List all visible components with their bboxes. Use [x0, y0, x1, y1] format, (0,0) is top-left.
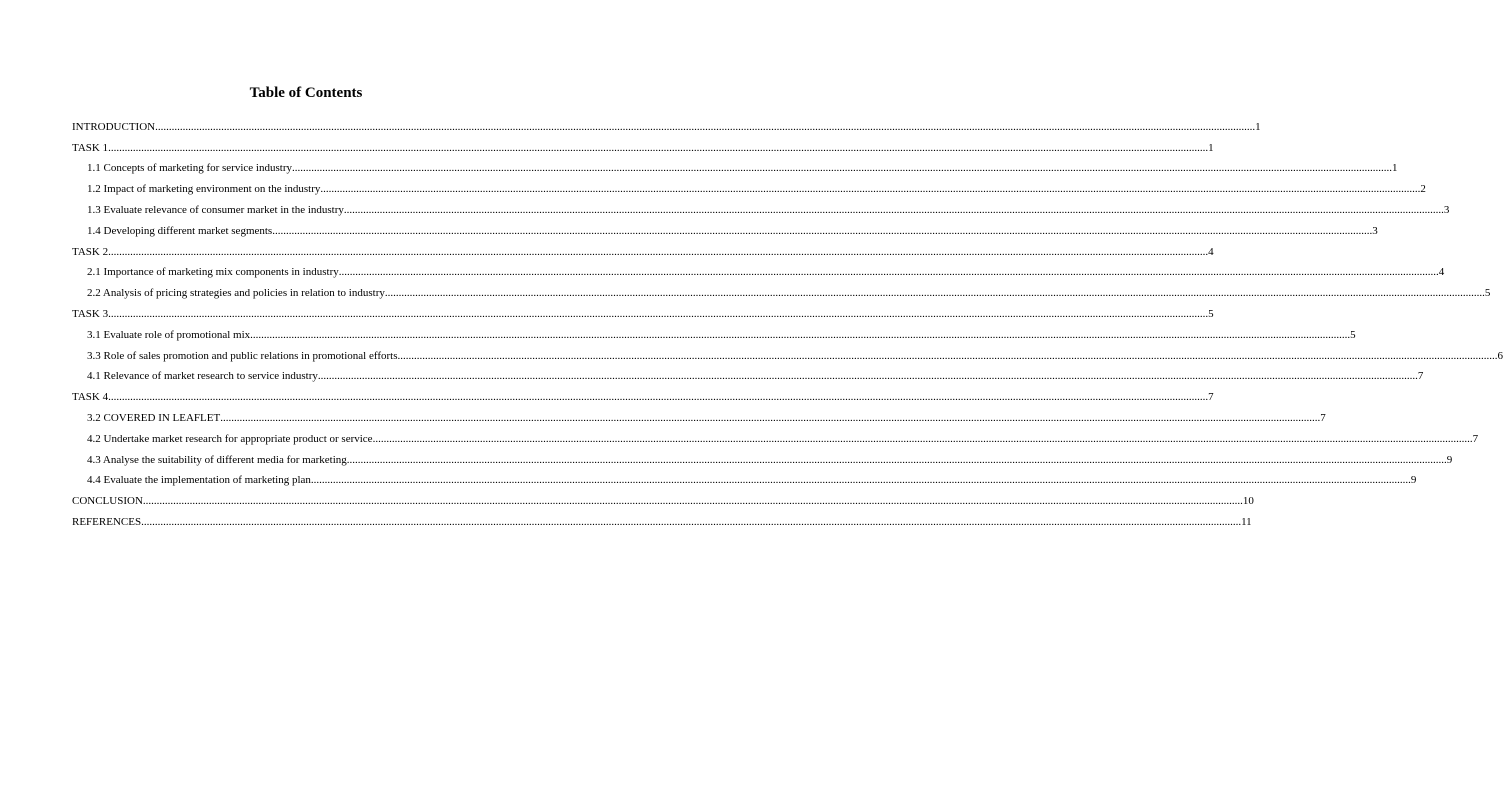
toc-entry-page-number: 4 [1438, 266, 1445, 279]
toc-dot-leader: ................................................................................................................................................................................................................................................................................................................................................................................................................ [343, 203, 1444, 216]
toc-entry-page-number: 2 [1420, 183, 1426, 196]
toc-entry-label: TASK 3 [72, 307, 109, 320]
toc-dot-leader: ................................................................................................................................................................................................................................................................................................................................................................................................................ [291, 162, 1392, 175]
toc-entry-label: CONCLUSION [72, 495, 143, 508]
toc-entry-page-number: 7 [1472, 432, 1479, 445]
toc-entry-label: 1.1 Concepts of marketing for service industry [87, 162, 292, 175]
toc-dot-leader: ................................................................................................................................................................................................................................................................................................................................................................................................................ [155, 120, 1256, 133]
toc-title: Table of Contents [249, 85, 363, 101]
toc-entry[interactable] [72, 404, 1326, 425]
toc-entry-label: 4.4 Evaluate the implementation of marketing plan [87, 474, 311, 487]
toc-entry[interactable] [72, 425, 1479, 446]
toc-entry-page-number: 7 [1320, 411, 1326, 424]
toc-entry[interactable] [72, 508, 1252, 529]
toc-entry-page-number: 3 [1372, 224, 1378, 237]
toc-dot-leader: ................................................................................................................................................................................................................................................................................................................................................................................................................ [220, 411, 1321, 424]
toc-entry-page-number: 3 [1443, 203, 1450, 216]
toc-entry-label: 3.3 Role of sales promotion and public relations in promotional efforts [87, 349, 398, 362]
toc-dot-leader: ................................................................................................................................................................................................................................................................................................................................................................................................................ [250, 328, 1351, 341]
toc-entry-label: 1.3 Evaluate relevance of consumer market in the industry [87, 203, 344, 216]
toc-dot-leader: ................................................................................................................................................................................................................................................................................................................................................................................................................ [372, 432, 1473, 445]
toc-dot-leader: ................................................................................................................................................................................................................................................................................................................................................................................................................ [108, 245, 1209, 258]
toc-entry[interactable] [72, 279, 1491, 300]
toc-dot-leader: ................................................................................................................................................................................................................................................................................................................................................................................................................ [142, 495, 1243, 508]
toc-entry-page-number: 11 [1241, 515, 1252, 528]
toc-entry[interactable] [72, 217, 1378, 238]
toc-entry-label: 3.2 COVERED IN LEAFLET [87, 411, 221, 424]
toc-dot-leader: ................................................................................................................................................................................................................................................................................................................................................................................................................ [346, 453, 1447, 466]
toc-entry-page-number: 7 [1417, 370, 1424, 383]
toc-entry[interactable] [72, 342, 1503, 363]
toc-entry-page-number: 1 [1255, 120, 1261, 133]
toc-entry-label: 1.4 Developing different market segments [87, 224, 273, 237]
toc-entry[interactable] [72, 134, 1214, 155]
toc-entry[interactable] [72, 467, 1417, 488]
toc-entry-page-number: 7 [1208, 391, 1214, 404]
toc-dot-leader: ................................................................................................................................................................................................................................................................................................................................................................................................................ [272, 224, 1373, 237]
toc-entry-page-number: 5 [1350, 328, 1356, 341]
toc-entry-page-number: 6 [1497, 349, 1503, 362]
toc-entry[interactable] [72, 238, 1214, 259]
toc-entry-page-number: 4 [1208, 245, 1214, 258]
toc-entry-label: TASK 4 [72, 391, 109, 404]
toc-entry-page-number: 9 [1410, 474, 1417, 487]
toc-entry[interactable] [72, 155, 1398, 176]
toc-entry-page-number: 9 [1446, 453, 1453, 466]
toc-entry-label: REFERENCES [72, 515, 142, 528]
toc-entry[interactable] [72, 300, 1214, 321]
toc-entry-label: 1.2 Impact of marketing environment on the industry [87, 183, 321, 196]
toc-entry-label: 2.1 Importance of marketing mix components in industry [87, 266, 339, 279]
toc-entry-label: TASK 2 [72, 245, 109, 258]
toc-entry[interactable] [72, 259, 1445, 280]
toc-dot-leader: ................................................................................................................................................................................................................................................................................................................................................................................................................ [317, 370, 1418, 383]
toc-list [72, 113, 1503, 529]
toc-dot-leader: ................................................................................................................................................................................................................................................................................................................................................................................................................ [108, 391, 1209, 404]
toc-entry-page-number: 1 [1391, 162, 1398, 175]
toc-entry-page-number: 1 [1208, 141, 1214, 154]
toc-entry-label: 3.1 Evaluate role of promotional mix [87, 328, 251, 341]
toc-entry-page-number: 10 [1242, 495, 1254, 508]
toc-entry[interactable] [72, 196, 1450, 217]
toc-entry-label: 2.2 Analysis of pricing strategies and policies in relation to industry [87, 287, 385, 300]
toc-dot-leader: ................................................................................................................................................................................................................................................................................................................................................................................................................ [108, 141, 1209, 154]
toc-entry[interactable] [72, 321, 1356, 342]
toc-entry[interactable] [72, 446, 1453, 467]
toc-entry-label: TASK 1 [72, 141, 109, 154]
toc-entry-page-number: 5 [1484, 287, 1491, 300]
toc-entry[interactable] [72, 363, 1424, 384]
toc-entry-label: 4.3 Analyse the suitability of different media for marketing [87, 453, 347, 466]
toc-dot-leader: ................................................................................................................................................................................................................................................................................................................................................................................................................ [384, 287, 1485, 300]
toc-entry-label: 4.2 Undertake market research for appropriate product or service [87, 432, 373, 445]
toc-dot-leader: ................................................................................................................................................................................................................................................................................................................................................................................................................ [397, 349, 1498, 362]
toc-entry[interactable] [72, 383, 1214, 404]
toc-entry[interactable] [72, 175, 1426, 196]
toc-dot-leader: ................................................................................................................................................................................................................................................................................................................................................................................................................ [141, 515, 1242, 528]
toc-dot-leader: ................................................................................................................................................................................................................................................................................................................................................................................................................ [320, 183, 1421, 196]
toc-dot-leader: ................................................................................................................................................................................................................................................................................................................................................................................................................ [338, 266, 1439, 279]
toc-entry[interactable] [72, 487, 1254, 508]
toc-entry[interactable] [72, 113, 1261, 134]
toc-dot-leader: ................................................................................................................................................................................................................................................................................................................................................................................................................ [310, 474, 1411, 487]
toc-entry-page-number: 5 [1208, 307, 1214, 320]
toc-dot-leader: ................................................................................................................................................................................................................................................................................................................................................................................................................ [108, 307, 1209, 320]
toc-entry-label: 4.1 Relevance of market research to service industry [87, 370, 318, 383]
toc-entry-label: INTRODUCTION [72, 120, 156, 133]
